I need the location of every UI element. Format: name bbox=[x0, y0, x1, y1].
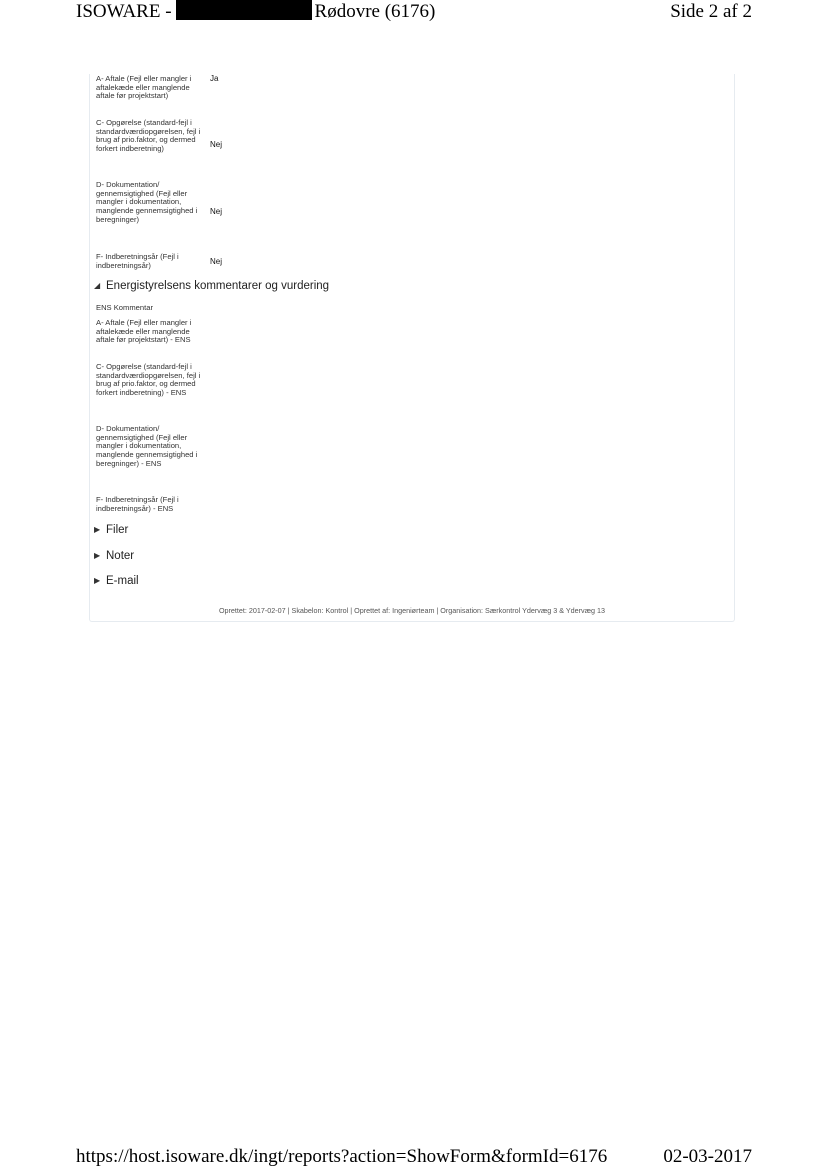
print-header bbox=[76, 0, 752, 24]
control-item-label: A- Aftale (Fejl eller mangler i aftalekæde eller manglende aftale før projektstart) bbox=[96, 74, 192, 101]
ens-section-toggle[interactable] bbox=[94, 278, 329, 294]
email-section-title: E-mail bbox=[106, 575, 139, 587]
triangle-down-icon: ◢ bbox=[94, 281, 101, 290]
noter-section-title: Noter bbox=[106, 550, 135, 562]
triangle-right-icon: ▶ bbox=[94, 551, 101, 560]
control-item-value: Nej bbox=[210, 140, 223, 149]
noter-section-toggle[interactable] bbox=[94, 548, 134, 564]
print-footer bbox=[76, 1145, 752, 1169]
email-section-toggle[interactable] bbox=[94, 573, 139, 589]
title-prefix: ISOWARE - bbox=[76, 1, 172, 22]
control-item-label: F- Indberetningsår (Fejl i indberetningsår) bbox=[96, 252, 179, 270]
title-suffix: Rødovre (6176) bbox=[314, 1, 436, 22]
meta-footer: Oprettet: 2017-02-07 | Skabelon: Kontrol | Oprettet af: Ingeniørteam | Organisation: Særkontrol Ydervæg 3 & Ydervæg 13 bbox=[218, 606, 606, 615]
form-panel bbox=[89, 74, 735, 622]
ens-item-label: F- Indberetningsår (Fejl i indberetningsår) - ENS bbox=[96, 495, 179, 513]
ens-item-label: C- Opgørelse (standard-fejl i standardværdiopgørelsen, fejl i brug af prio.faktor, og dermed forkert indberetning) - ENS bbox=[96, 362, 201, 398]
control-item-value: Nej bbox=[210, 257, 223, 266]
triangle-right-icon: ▶ bbox=[94, 576, 101, 585]
filer-section-toggle[interactable] bbox=[94, 522, 128, 538]
control-item-value: Ja bbox=[210, 74, 219, 83]
ens-comment-label-text: ENS Kommentar bbox=[96, 303, 153, 312]
filer-section-title: Filer bbox=[106, 524, 129, 536]
ens-item-label: D- Dokumentation/ gennemsigtighed (Fejl eller mangler i dokumentation, manglende gennemsigtighed i beregninger) - ENS bbox=[96, 424, 198, 468]
ens-section-title: Energistyrelsens kommentarer og vurdering bbox=[106, 280, 330, 292]
control-item-value: Nej bbox=[210, 207, 223, 216]
ens-item-label: A- Aftale (Fejl eller mangler i aftalekæde eller manglende aftale før projektstart) - ENS bbox=[96, 318, 192, 345]
print-title bbox=[76, 0, 435, 24]
page-label: Side 2 af 2 bbox=[670, 1, 752, 22]
redacted-block bbox=[176, 0, 312, 20]
print-date: 02-03-2017 bbox=[663, 1146, 752, 1167]
print-url: https://host.isoware.dk/ingt/reports?action=ShowForm&formId=6176 bbox=[76, 1146, 608, 1167]
control-item-label: D- Dokumentation/ gennemsigtighed (Fejl eller mangler i dokumentation, manglende gennemsigtighed i beregninger) bbox=[96, 180, 198, 224]
control-item-label: C- Opgørelse (standard-fejl i standardværdiopgørelsen, fejl i brug af prio.faktor, og dermed forkert indberetning) bbox=[96, 118, 201, 154]
triangle-right-icon: ▶ bbox=[94, 525, 101, 534]
